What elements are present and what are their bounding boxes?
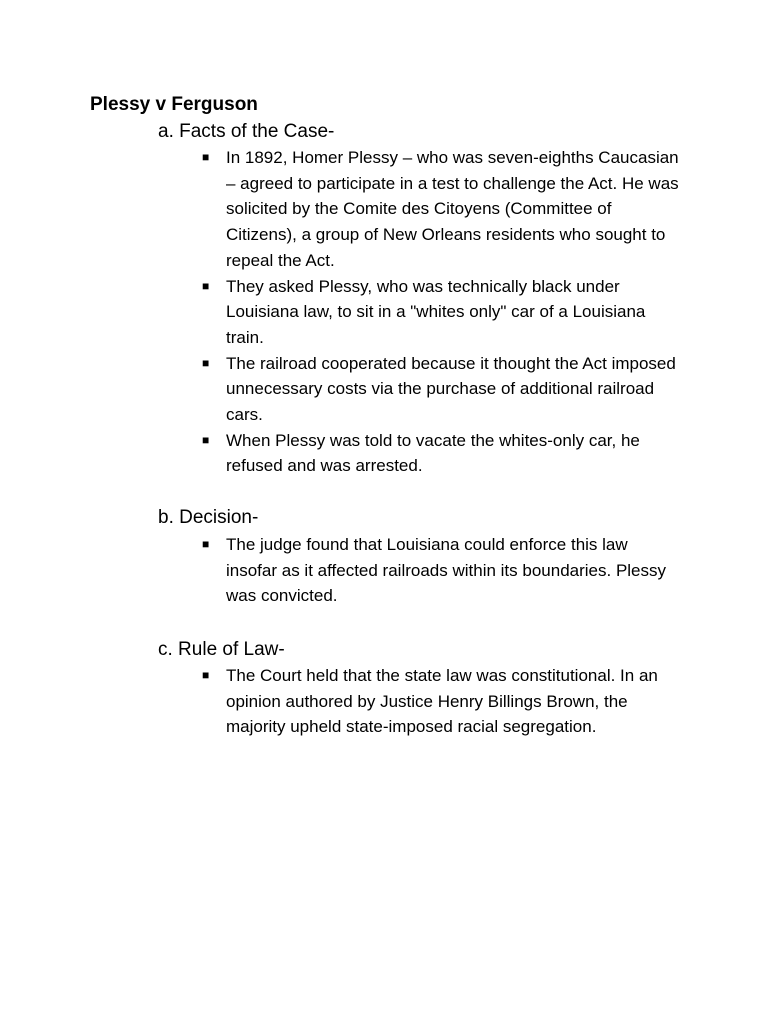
square-bullet-icon: ■	[202, 355, 210, 370]
bullet-text: The railroad cooperated because it thought the Act imposed unnecessary costs via the purchase of additional railroad cars.	[226, 353, 676, 425]
square-bullet-icon: ■	[202, 668, 210, 682]
bullet-text: When Plessy was told to vacate the whites-only car, he refused and was arrested.	[226, 430, 640, 476]
section-decision	[158, 506, 718, 609]
square-bullet-icon: ■	[202, 537, 210, 551]
list-item	[202, 145, 682, 274]
list-item	[202, 351, 682, 428]
bullet-text: They asked Plessy, who was technically black under Louisiana law, to sit in a "whites only" car of a Louisiana train.	[226, 276, 646, 347]
list-item	[202, 532, 682, 609]
square-bullet-icon: ■	[202, 150, 210, 164]
section-heading: a. Facts of the Case-	[158, 121, 335, 142]
bullet-list	[202, 663, 682, 740]
square-bullet-icon: ■	[202, 278, 210, 293]
bullet-text: The Court held that the state law was constitutional. In an opinion authored by Justice Henry Billings Brown, the majority upheld state-imposed racial segregation.	[226, 666, 658, 737]
list-item	[202, 428, 682, 479]
section-heading: c. Rule of Law-	[158, 639, 285, 660]
section-heading: b. Decision-	[158, 507, 259, 528]
bullet-text: The judge found that Louisiana could enforce this law insofar as it affected railroads within its boundaries. Plessy was convicted.	[226, 535, 667, 606]
square-bullet-icon: ■	[202, 432, 210, 447]
section-rule-of-law	[158, 638, 718, 740]
bullet-list	[202, 145, 682, 479]
bullet-text: In 1892, Homer Plessy – who was seven-eighths Caucasian – agreed to participate in a test to challenge the Act. He was solicited by the Comite des Citoyens (Committee of Citizens), a group of New Orleans residents who sought to repeal the Act.	[226, 148, 679, 270]
list-item	[202, 274, 682, 351]
section-facts-of-the-case	[158, 120, 718, 479]
list-item	[202, 663, 682, 740]
document-title: Plessy v Ferguson	[90, 94, 258, 115]
bullet-list	[202, 532, 682, 609]
